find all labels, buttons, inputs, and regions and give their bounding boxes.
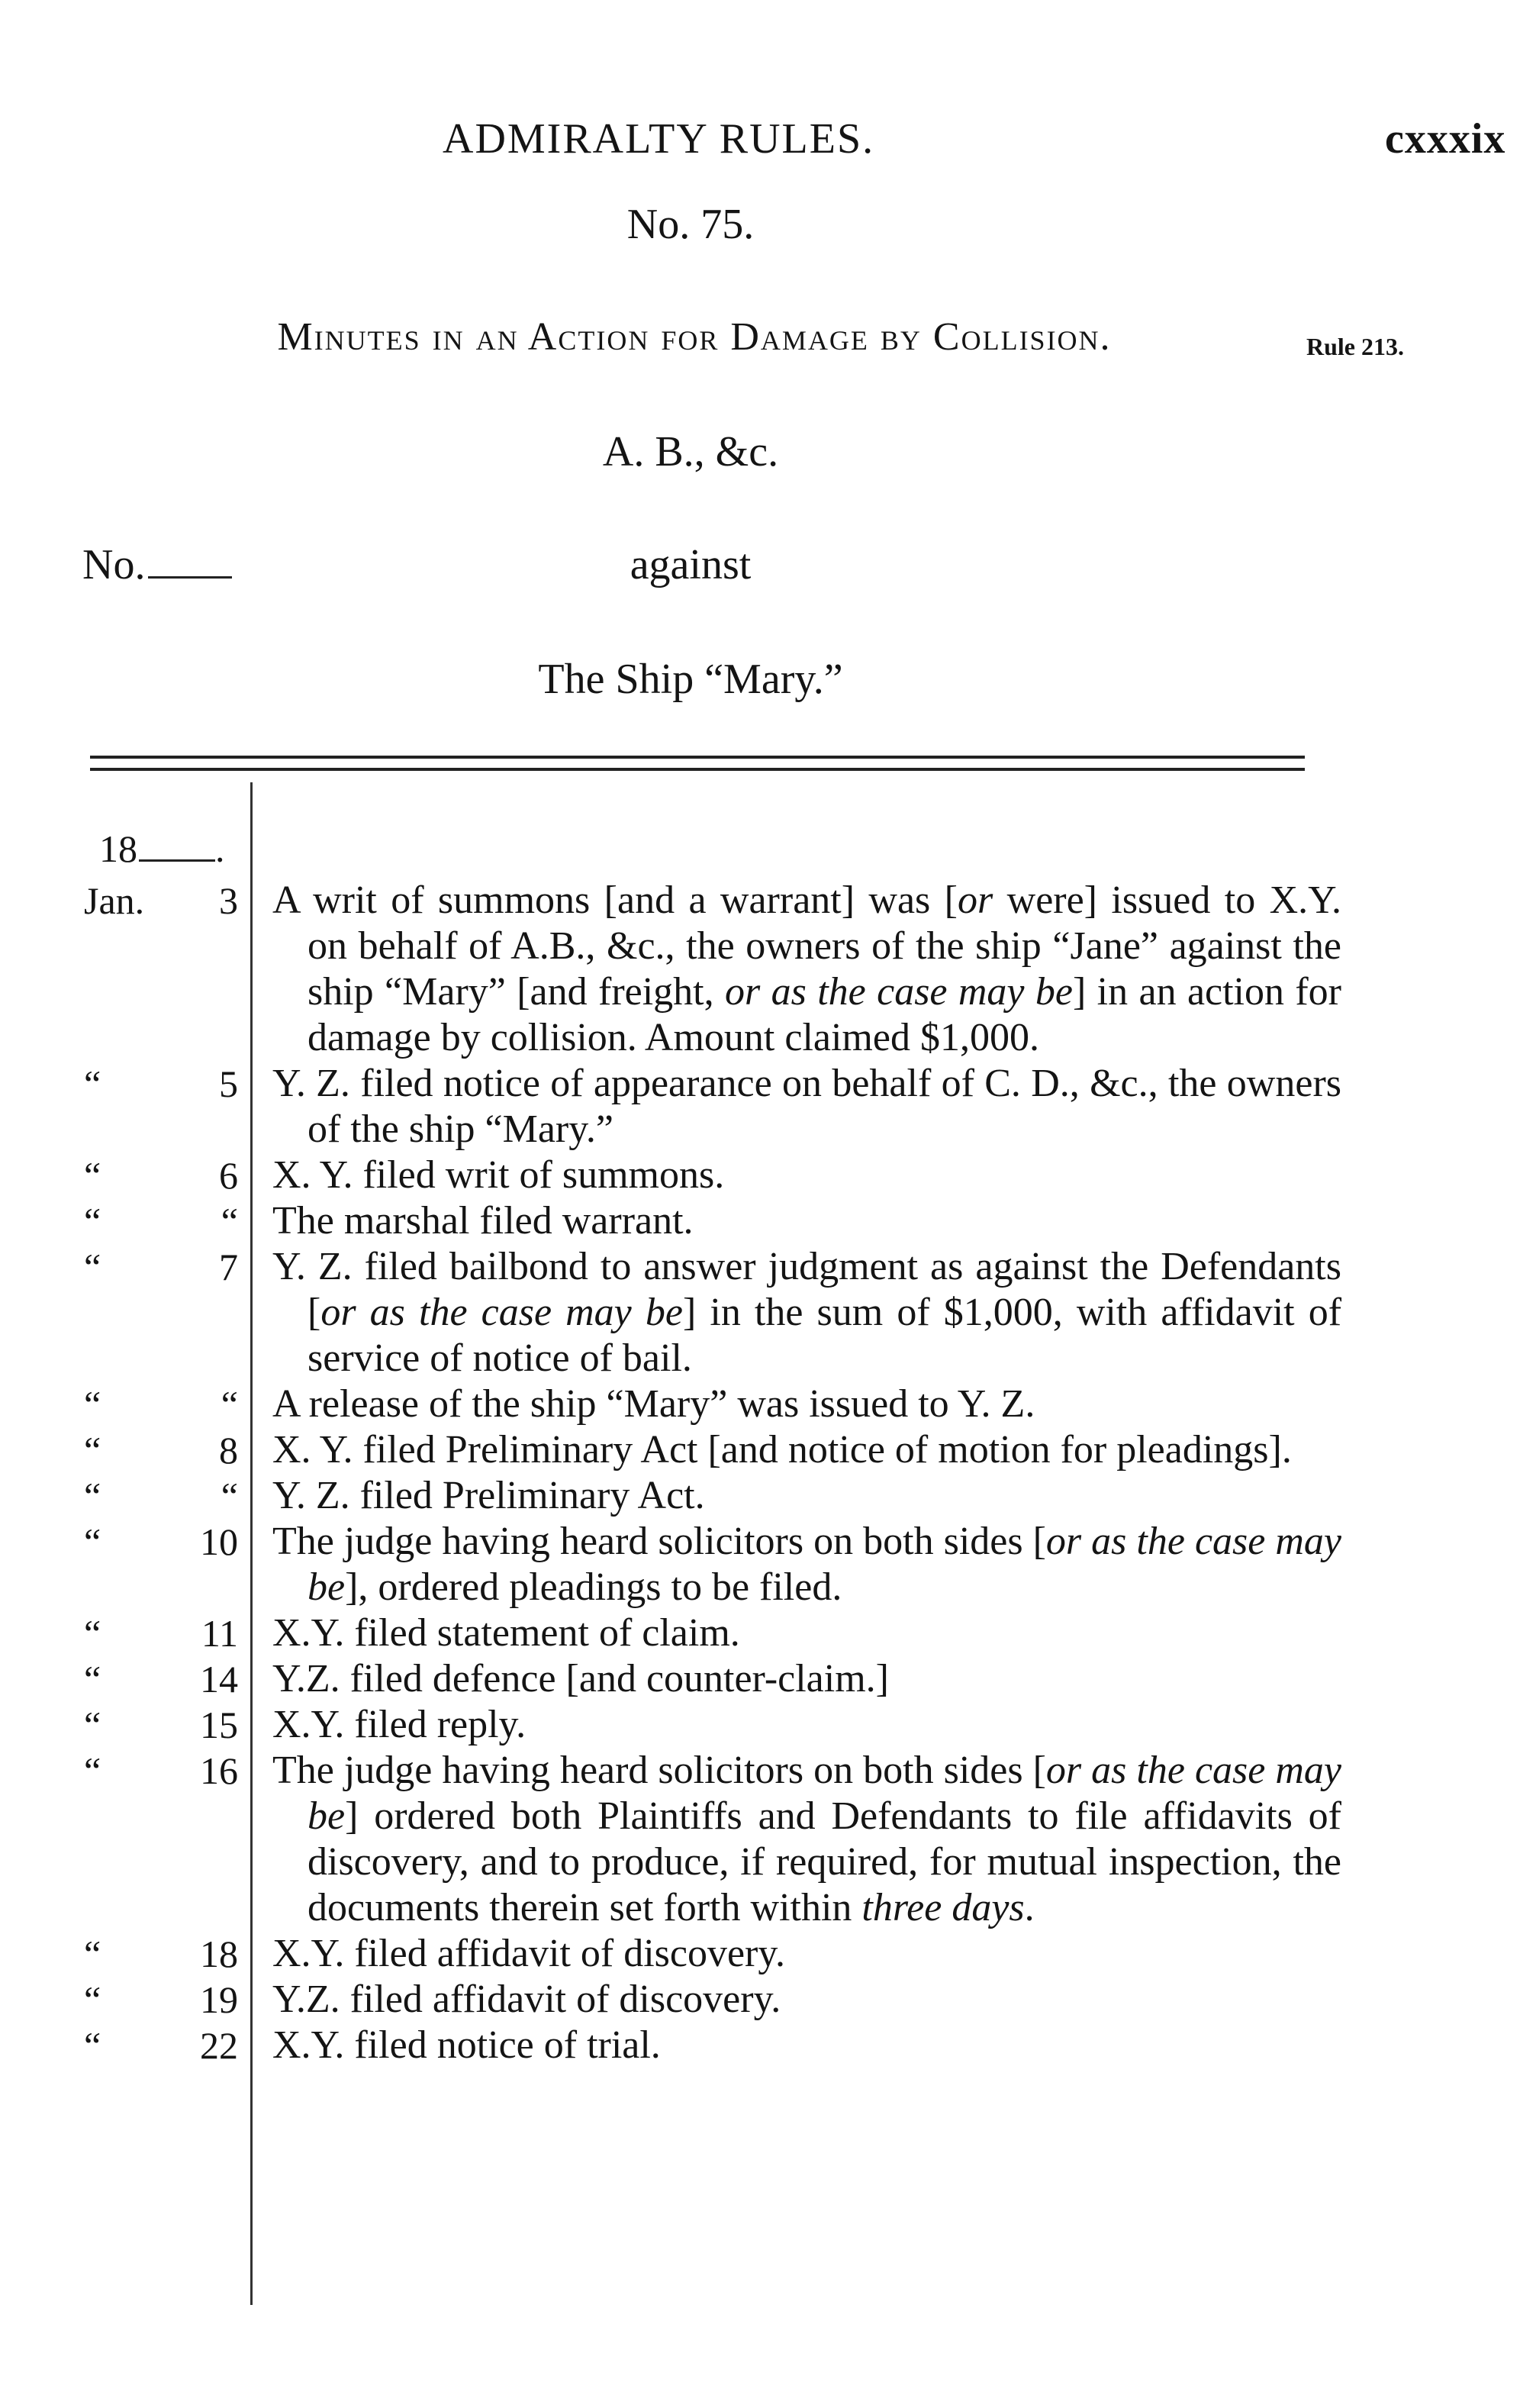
defendant-name: The Ship “Mary.” (538, 656, 843, 703)
minute-entry (0, 1152, 1343, 1198)
entry-text-run: were] issued to X.Y. on behalf of A.B., &c., the owners of the ship “Jane” against the ship “Mary” [and freight, (308, 878, 1341, 1014)
entry-text-run: X.Y. filed notice of trial. (272, 2023, 661, 2067)
entry-day: 18 (200, 1933, 238, 1975)
entry-text (272, 1610, 1341, 1656)
entry-day: 14 (200, 1658, 238, 1700)
entry-text-run: ], ordered pleadings to be filed. (345, 1565, 842, 1609)
year-prefix: 18 (99, 827, 137, 870)
entry-text (272, 1931, 1341, 1977)
form-number: No. 75. (626, 201, 755, 248)
entry-month: “ (84, 1246, 101, 1288)
margin-rule-reference: Rule 213. (1306, 333, 1404, 360)
entry-text-run: Y. Z. filed Preliminary Act. (272, 1474, 705, 1517)
minute-entry (0, 2023, 1343, 2068)
entry-text-run: X.Y. filed statement of claim. (272, 1611, 740, 1655)
entry-day: 5 (219, 1062, 238, 1105)
entry-text-run: Y. Z. filed notice of appearance on behalf of C. D., &c., the owners of the ship “Mary.” (272, 1062, 1341, 1151)
entry-text (272, 1381, 1341, 1427)
entry-month: “ (84, 1200, 101, 1243)
entry-text-italic: or as the case may be (308, 1520, 1342, 1609)
entry-text (272, 878, 1341, 1061)
entry-day: 11 (201, 1612, 238, 1655)
entry-text (272, 1473, 1341, 1519)
entry-text (272, 1519, 1341, 1610)
entry-text-run: ] ordered both Plaintiffs and Defendants to file affidavits of discovery, and to produce, if required, for mutual inspection, the documents therein set forth within (308, 1794, 1341, 1929)
entry-text (272, 1977, 1341, 2023)
entry-month: Jan. (84, 879, 145, 922)
entry-day: “ (221, 1200, 238, 1243)
page-number: cxxxix (1385, 115, 1506, 163)
entry-text-run: A release of the ship “Mary” was issued to Y. Z. (272, 1382, 1035, 1426)
minute-entry (0, 1610, 1343, 1656)
entry-text-run: The judge having heard solicitors on both sides [ (272, 1520, 1046, 1563)
entry-month: “ (84, 1612, 101, 1655)
action-number-label: No. (82, 541, 146, 588)
entry-month: “ (84, 1933, 101, 1975)
minutes-list (0, 878, 1343, 2068)
entry-text (272, 1427, 1341, 1473)
entry-text-run: X.Y. filed affidavit of discovery. (272, 1932, 785, 1975)
entry-text-run: A writ of summons [and a warrant] was [ (272, 878, 958, 922)
entry-month: “ (84, 1475, 101, 1517)
entry-text (272, 1702, 1341, 1748)
year-blank (139, 858, 215, 862)
entry-text-run: ] in an action for damage by collision. Amount claimed $1,000. (308, 970, 1341, 1059)
year-heading (99, 827, 225, 871)
entry-text (272, 1198, 1341, 1244)
entry-text (272, 1656, 1341, 1702)
entry-text (272, 2023, 1341, 2068)
entry-day: 3 (219, 879, 238, 922)
entry-text (272, 1061, 1341, 1152)
entry-day: 16 (200, 1749, 238, 1792)
entry-text-italic: three days (861, 1886, 1025, 1929)
entry-text-italic: or as the case may be (724, 970, 1073, 1014)
entry-text-run: X. Y. filed writ of summons. (272, 1153, 725, 1197)
minute-entry (0, 1244, 1343, 1381)
entry-text-run: ] in the sum of $1,000, with affidavit of service of notice of bail. (308, 1291, 1342, 1380)
minute-entry (0, 1519, 1343, 1610)
minute-entry (0, 878, 1343, 1061)
entry-text-italic: or (958, 878, 993, 922)
minute-entry (0, 1702, 1343, 1748)
entry-day: 10 (200, 1520, 238, 1563)
entry-text-italic: or as the case may be (320, 1291, 683, 1334)
entry-text-run: Y.Z. filed defence [and counter-claim.] (272, 1657, 889, 1700)
entry-month: “ (84, 1704, 101, 1746)
entry-day: “ (221, 1383, 238, 1426)
entry-text (272, 1152, 1341, 1198)
entry-month: “ (84, 1658, 101, 1700)
entry-month: “ (84, 1383, 101, 1426)
entry-text (272, 1748, 1341, 1931)
entry-text-run: Y.Z. filed affidavit of discovery. (272, 1978, 781, 2021)
minute-entry (0, 1931, 1343, 1977)
entry-text-run: X. Y. filed Preliminary Act [and notice of motion for pleadings]. (272, 1428, 1292, 1472)
entry-text-run: The judge having heard solicitors on both sides [ (272, 1749, 1046, 1792)
entry-month: “ (84, 1429, 101, 1472)
year-suffix: . (215, 827, 225, 870)
entry-text-run: The marshal filed warrant. (272, 1199, 694, 1243)
entry-day: 15 (200, 1704, 238, 1746)
minute-entry (0, 1748, 1343, 1931)
entry-text (272, 1244, 1341, 1381)
entry-text-italic: or as the case may be (308, 1749, 1342, 1838)
entry-day: 22 (200, 2024, 238, 2067)
entry-day: 6 (219, 1154, 238, 1197)
against-label: against (630, 541, 752, 588)
entry-month: “ (84, 1062, 101, 1105)
entry-text-run: X.Y. filed reply. (272, 1703, 526, 1746)
double-rule-bottom (90, 768, 1305, 771)
entry-day: “ (221, 1475, 238, 1517)
minute-entry (0, 1977, 1343, 2023)
minute-entry (0, 1473, 1343, 1519)
minute-entry (0, 1381, 1343, 1427)
form-title: Minutes in an Action for Damage by Collision. (277, 315, 1112, 359)
minute-entry (0, 1061, 1343, 1152)
minute-entry (0, 1427, 1343, 1473)
entry-day: 7 (219, 1246, 238, 1288)
entry-text-run: . (1024, 1886, 1035, 1929)
entry-day: 8 (219, 1429, 238, 1472)
entry-month: “ (84, 2024, 101, 2067)
entry-month: “ (84, 1749, 101, 1792)
minute-entry (0, 1656, 1343, 1702)
entry-day: 19 (200, 1978, 238, 2021)
entry-text-run: Y. Z. filed bailbond to answer judgment as against the Defendants [ (272, 1245, 1341, 1334)
minute-entry (0, 1198, 1343, 1244)
entry-month: “ (84, 1520, 101, 1563)
running-head: ADMIRALTY RULES. (443, 115, 875, 163)
entry-month: “ (84, 1978, 101, 2021)
entry-month: “ (84, 1154, 101, 1197)
double-rule-top (90, 756, 1305, 759)
plaintiff-name: A. B., &c. (602, 428, 779, 475)
